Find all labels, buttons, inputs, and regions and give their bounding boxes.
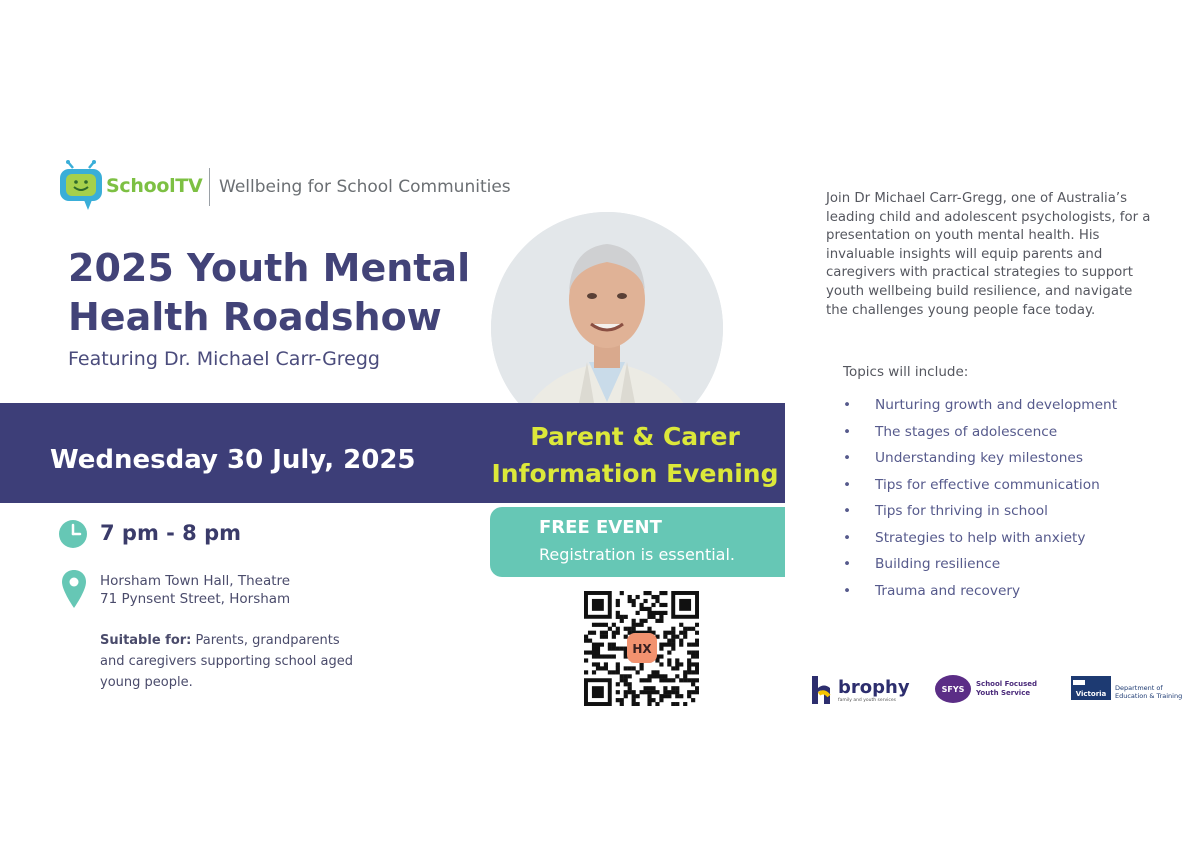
bullet-icon: • [843,556,852,572]
event-date: Wednesday 30 July, 2025 [50,445,416,475]
bullet-icon: • [843,397,852,413]
bullet-icon: • [843,503,852,519]
topic-text: Building resilience [875,556,1001,572]
page-subtitle: Featuring Dr. Michael Carr-Gregg [68,348,380,370]
event-type-line-2: Information Evening [491,459,779,488]
intro-paragraph: Join Dr Michael Carr-Gregg, one of Australia’s leading child and adolescent psychologists, for a presentation on youth mental health. His invaluable insights will equip parents and caregivers with practical strategies to support youth wellbeing build resilience, and navigate the challenges young people face today. [826,191,1151,318]
page-title [68,244,488,342]
audience-text: Parents, grandparents and caregivers supporting school aged young people. [100,633,353,690]
free-event-title: FREE EVENT [539,517,662,538]
sfys-logo-icon [934,674,972,704]
topic-text: Tips for effective communication [875,476,1100,493]
title-line-2: Health Roadshow [68,295,442,339]
audience-note [100,630,360,693]
topics-heading: Topics will include: [843,364,969,380]
clock-icon [58,519,88,549]
topic-text: Strategies to help with anxiety [875,529,1086,546]
topic-text: The stages of adolescence [875,423,1058,440]
brand-name: SchoolTV [106,175,203,197]
registration-qr-code[interactable] [584,591,699,706]
sfys-name: School Focused Youth Service [976,680,1037,697]
list-item [843,422,1117,449]
list-item [843,501,1117,528]
venue-address: 71 Pynsent Street, Horsham [100,591,291,607]
list-item [843,554,1117,581]
list-item [843,528,1117,555]
header-tagline: Wellbeing for School Communities [219,177,511,197]
victoria-state-logo-icon [1071,676,1111,700]
event-type [485,418,785,492]
location-pin-icon [62,570,86,608]
bullet-icon: • [843,450,852,466]
audience-label: Suitable for: [100,633,192,648]
topic-text: Nurturing growth and development [875,397,1118,413]
list-item [843,395,1117,422]
topic-text: Trauma and recovery [875,582,1021,599]
brophy-wordmark: brophy [838,677,910,698]
svg-text:HX: HX [632,642,652,656]
topics-list [843,395,1117,607]
list-item [843,448,1117,475]
bullet-icon: • [843,476,852,493]
brophy-subtext: family and youth services [838,698,896,703]
venue-name: Horsham Town Hall, Theatre [100,573,291,589]
list-item [843,475,1117,502]
svg-text:SFYS: SFYS [941,685,965,694]
bullet-icon: • [843,529,852,546]
schooltv-logo-icon [58,160,104,212]
list-item [843,581,1117,608]
department-name: Department of Education & Training [1115,684,1183,700]
header-divider [209,168,210,206]
topic-text: Tips for thriving in school [875,503,1048,519]
svg-text:Victoria: Victoria [1075,690,1107,698]
event-time: 7 pm - 8 pm [100,521,242,545]
title-line-1: 2025 Youth Mental [68,246,471,290]
registration-note: Registration is essential. [539,545,735,564]
topic-text: Understanding key milestones [875,450,1083,466]
bullet-icon: • [843,423,852,440]
bullet-icon: • [843,582,852,599]
event-type-line-1: Parent & Carer [530,422,740,451]
